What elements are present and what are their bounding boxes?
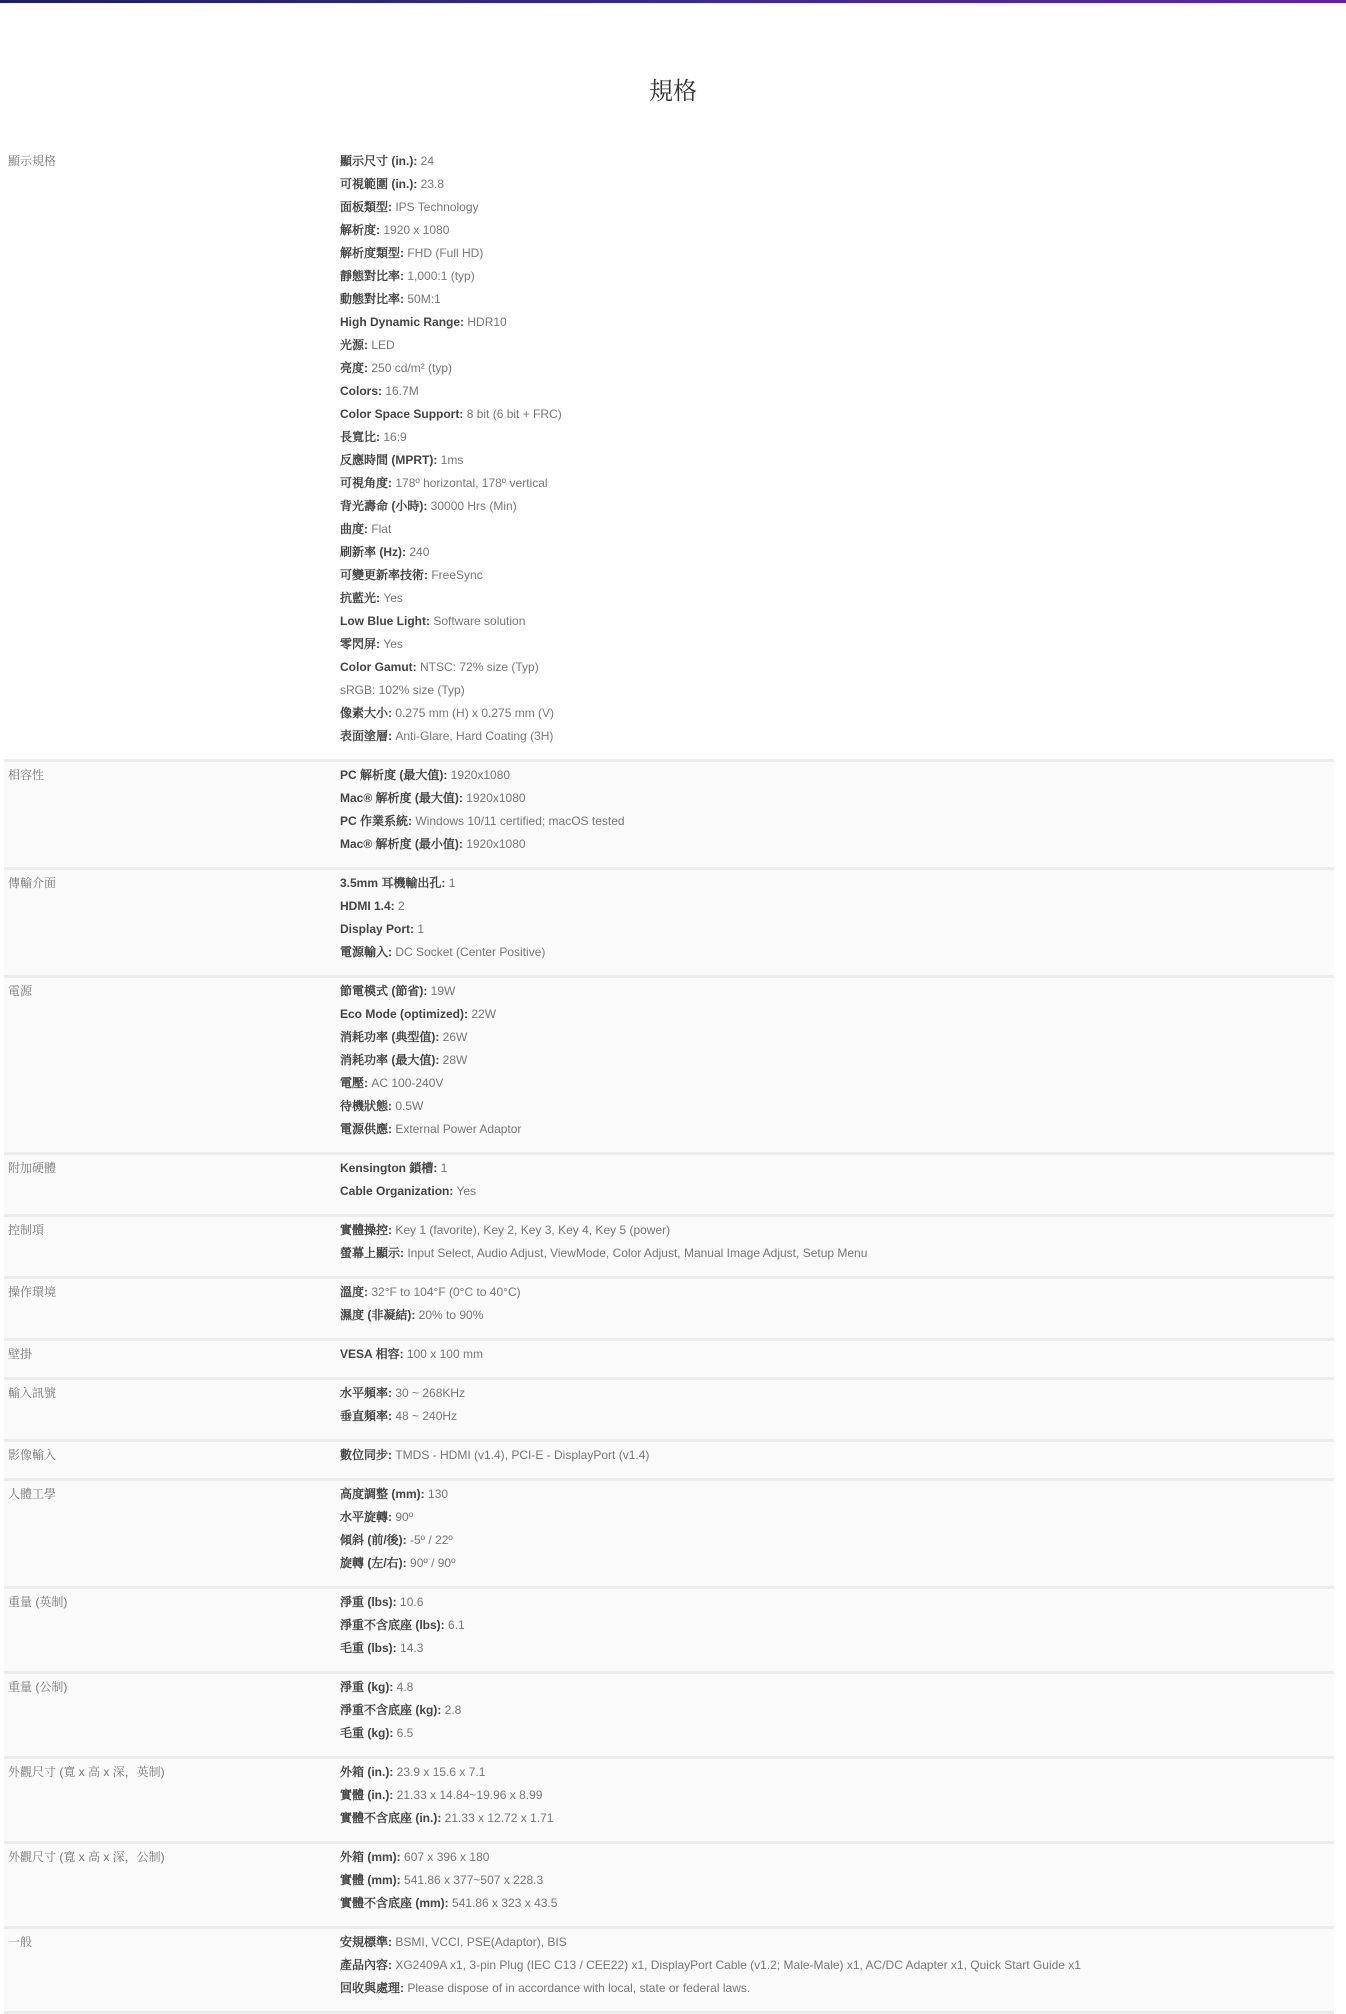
- spec-section: [4, 1674, 1334, 1759]
- spec-key: 抗藍光:: [340, 591, 380, 605]
- spec-item: [340, 872, 1334, 895]
- page-title: 規格: [649, 78, 697, 105]
- spec-item: [340, 426, 1334, 449]
- spec-section-label: 控制項: [8, 1223, 45, 1237]
- spec-item: [340, 1483, 1334, 1506]
- spec-item: [340, 1722, 1334, 1745]
- spec-section: [4, 1759, 1334, 1844]
- spec-key: PC 作業系統:: [340, 814, 413, 828]
- spec-key: 解析度類型:: [340, 246, 404, 260]
- spec-item: [340, 1444, 1334, 1467]
- spec-item: [340, 918, 1334, 941]
- spec-value: 30000 Hrs (Min): [430, 499, 517, 513]
- spec-value: 1920 x 1080: [383, 223, 450, 237]
- spec-key: 濕度 (非凝結):: [340, 1308, 416, 1322]
- spec-value: Yes: [383, 637, 403, 651]
- spec-key: 產品內容:: [340, 1958, 392, 1972]
- spec-value: 28W: [442, 1053, 468, 1067]
- spec-item: [340, 1343, 1334, 1366]
- spec-key: 水平旋轉:: [340, 1510, 392, 1524]
- spec-value: 8 bit (6 bit + FRC): [466, 407, 562, 421]
- spec-key: 實體 (mm):: [340, 1873, 401, 1887]
- spec-section: [4, 978, 1334, 1155]
- spec-item: [340, 1954, 1334, 1977]
- spec-item: [340, 150, 1334, 173]
- spec-section-label: 顯示規格: [8, 154, 57, 168]
- spec-item: [340, 1405, 1334, 1428]
- spec-section-label: 外觀尺寸 (寬 x 高 x 深，公制): [8, 1850, 165, 1864]
- spec-key: Eco Mode (optimized):: [340, 1007, 468, 1021]
- spec-value: Yes: [456, 1184, 477, 1198]
- spec-item: [340, 242, 1334, 265]
- spec-item: [340, 1931, 1334, 1954]
- spec-item: [340, 1219, 1334, 1242]
- spec-value: 23.8: [420, 177, 445, 191]
- spec-key: 數位同步:: [340, 1448, 392, 1462]
- spec-values: [340, 1281, 1334, 1327]
- spec-item: [340, 679, 1334, 702]
- spec-item: [340, 1784, 1334, 1807]
- spec-value: 1920x1080: [466, 791, 526, 805]
- spec-key: 淨重不含底座 (kg):: [340, 1703, 442, 1717]
- spec-section-label: 影像輸入: [8, 1448, 57, 1462]
- spec-values: [340, 1444, 1334, 1467]
- spec-values: [340, 980, 1334, 1141]
- spec-item: [340, 702, 1334, 725]
- spec-value: 100 x 100 mm: [406, 1347, 483, 1361]
- spec-values: [340, 764, 1334, 856]
- spec-value: Input Select, Audio Adjust, ViewMode, Color Adjust, Manual Image Adjust, Setup Menu: [407, 1246, 868, 1260]
- spec-item: [340, 895, 1334, 918]
- spec-section: [4, 762, 1334, 870]
- spec-item: [340, 311, 1334, 334]
- spec-key: 垂直頻率:: [340, 1409, 392, 1423]
- spec-value: sRGB: 102% size (Typ): [340, 683, 465, 697]
- spec-values: [340, 1157, 1334, 1203]
- spec-section: [4, 1380, 1334, 1442]
- spec-item: [340, 173, 1334, 196]
- spec-key: 靜態對比率:: [340, 269, 404, 283]
- spec-item: [340, 1637, 1334, 1660]
- spec-item: [340, 495, 1334, 518]
- spec-value: 6.1: [448, 1618, 465, 1632]
- spec-value: NTSC: 72% size (Typ): [420, 660, 539, 674]
- spec-value: Key 1 (favorite), Key 2, Key 3, Key 4, Key 5 (power): [395, 1223, 671, 1237]
- spec-section: [4, 1341, 1334, 1380]
- spec-key: 亮度:: [340, 361, 368, 375]
- spec-value: Flat: [371, 522, 392, 536]
- spec-values: [340, 1676, 1334, 1745]
- spec-key: 電源輸入:: [340, 945, 392, 959]
- spec-key: 可變更新率技術:: [340, 568, 428, 582]
- spec-key: 毛重 (kg):: [340, 1726, 394, 1740]
- spec-key: 外箱 (mm):: [340, 1850, 401, 1864]
- spec-value: 10.6: [400, 1595, 424, 1609]
- spec-item: [340, 380, 1334, 403]
- top-accent-bar: [0, 0, 1346, 3]
- spec-item: [340, 1552, 1334, 1575]
- spec-section: [4, 1844, 1334, 1929]
- spec-item: [340, 1049, 1334, 1072]
- spec-item: [340, 472, 1334, 495]
- spec-item: [340, 288, 1334, 311]
- spec-key: High Dynamic Range:: [340, 315, 465, 329]
- spec-item: [340, 449, 1334, 472]
- spec-item: [340, 1281, 1334, 1304]
- spec-value: External Power Adaptor: [395, 1122, 522, 1136]
- spec-value: 23.9 x 15.6 x 7.1: [396, 1765, 486, 1779]
- spec-key: 像素大小:: [340, 706, 392, 720]
- spec-key: Mac® 解析度 (最小值):: [340, 837, 463, 851]
- spec-value: 1: [417, 922, 425, 936]
- spec-key: Display Port:: [340, 922, 415, 936]
- spec-value: 21.33 x 12.72 x 1.71: [444, 1811, 554, 1825]
- spec-values: [340, 150, 1334, 748]
- spec-key: 溫度:: [340, 1285, 368, 1299]
- spec-value: 90º / 90º: [410, 1556, 456, 1570]
- spec-key: 旋轉 (左/右):: [340, 1556, 407, 1570]
- spec-item: [340, 1072, 1334, 1095]
- spec-item: [340, 1242, 1334, 1265]
- spec-item: [340, 196, 1334, 219]
- spec-value: DC Socket (Center Positive): [395, 945, 546, 959]
- spec-key: 實體 (in.):: [340, 1788, 394, 1802]
- spec-section: [4, 148, 1334, 762]
- spec-value: 0.275 mm (H) x 0.275 mm (V): [395, 706, 555, 720]
- spec-key: Color Space Support:: [340, 407, 464, 421]
- spec-item: [340, 1095, 1334, 1118]
- spec-key: Kensington 鎖槽:: [340, 1161, 438, 1175]
- spec-key: 可視角度:: [340, 476, 392, 490]
- spec-value: AC 100-240V: [371, 1076, 444, 1090]
- spec-key: 淨重不含底座 (lbs):: [340, 1618, 445, 1632]
- spec-value: 20% to 90%: [418, 1308, 484, 1322]
- spec-section: [4, 1279, 1334, 1341]
- spec-value: 1: [448, 876, 456, 890]
- spec-value: 541.86 x 377~507 x 228.3: [404, 1873, 544, 1887]
- spec-value: 1: [440, 1161, 448, 1175]
- spec-value: 14.3: [400, 1641, 424, 1655]
- spec-section: [4, 1929, 1334, 2014]
- spec-key: 節電模式 (節省):: [340, 984, 428, 998]
- spec-section: [4, 1442, 1334, 1481]
- spec-values: [340, 1846, 1334, 1915]
- spec-values: [340, 1591, 1334, 1660]
- spec-key: 實體不含底座 (in.):: [340, 1811, 442, 1825]
- spec-item: [340, 1026, 1334, 1049]
- spec-key: 光源:: [340, 338, 368, 352]
- spec-section: [4, 1217, 1334, 1279]
- spec-value: 32°F to 104°F (0°C to 40°C): [371, 1285, 521, 1299]
- spec-value: 1,000:1 (typ): [407, 269, 475, 283]
- spec-value: 90º: [395, 1510, 414, 1524]
- spec-item: [340, 833, 1334, 856]
- spec-key: 電壓:: [340, 1076, 368, 1090]
- spec-key: 刷新率 (Hz):: [340, 545, 406, 559]
- spec-item: [340, 518, 1334, 541]
- spec-values: [340, 1761, 1334, 1830]
- spec-section-label: 操作環境: [8, 1285, 57, 1299]
- spec-key: 顯示尺寸 (in.):: [340, 154, 418, 168]
- spec-value: 541.86 x 323 x 43.5: [452, 1896, 558, 1910]
- spec-key: 背光壽命 (小時):: [340, 499, 428, 513]
- spec-value: XG2409A x1, 3-pin Plug (IEC C13 / CEE22) x1, DisplayPort Cable (v1.2; Male-Male) x1, AC/DC Adapter x1, Quick Start Guide x1: [395, 1958, 1081, 1972]
- spec-section-label: 附加硬體: [8, 1161, 57, 1175]
- spec-value: FreeSync: [431, 568, 483, 582]
- spec-value: 24: [420, 154, 435, 168]
- spec-value: 2.8: [444, 1703, 462, 1717]
- spec-item: [340, 1180, 1334, 1203]
- spec-key: 曲度:: [340, 522, 368, 536]
- spec-section: [4, 1481, 1334, 1589]
- spec-value: Software solution: [433, 614, 526, 628]
- spec-value: FHD (Full HD): [407, 246, 484, 260]
- spec-value: 48 ~ 240Hz: [395, 1409, 458, 1423]
- spec-key: VESA 相容:: [340, 1347, 404, 1361]
- spec-item: [340, 1304, 1334, 1327]
- spec-value: 240: [409, 545, 430, 559]
- spec-item: [340, 1614, 1334, 1637]
- spec-item: [340, 787, 1334, 810]
- spec-key: PC 解析度 (最大值):: [340, 768, 448, 782]
- spec-key: 淨重 (lbs):: [340, 1595, 397, 1609]
- spec-section-label: 傳輸介面: [8, 876, 57, 890]
- spec-key: Cable Organization:: [340, 1184, 454, 1198]
- spec-item: [340, 1506, 1334, 1529]
- spec-value: 22W: [471, 1007, 497, 1021]
- spec-item: [340, 219, 1334, 242]
- spec-item: [340, 1591, 1334, 1614]
- spec-key: 實體不含底座 (mm):: [340, 1896, 449, 1910]
- spec-key: 長寬比:: [340, 430, 380, 444]
- spec-value: 0.5W: [395, 1099, 424, 1113]
- spec-item: [340, 587, 1334, 610]
- spec-item: [340, 1529, 1334, 1552]
- spec-item: [340, 1869, 1334, 1892]
- spec-key: 水平頻率:: [340, 1386, 392, 1400]
- spec-key: 淨重 (kg):: [340, 1680, 394, 1694]
- spec-value: 16:9: [383, 430, 407, 444]
- spec-item: [340, 564, 1334, 587]
- spec-section: [4, 870, 1334, 978]
- spec-value: 4.8: [396, 1680, 414, 1694]
- spec-section: [4, 1155, 1334, 1217]
- spec-item: [340, 357, 1334, 380]
- spec-value: 16.7M: [385, 384, 419, 398]
- spec-values: [340, 1931, 1334, 2000]
- spec-section-label: 壁掛: [8, 1347, 33, 1361]
- spec-section-label: 輸入訊號: [8, 1386, 57, 1400]
- spec-value: IPS Technology: [395, 200, 479, 214]
- spec-item: [340, 265, 1334, 288]
- spec-key: 回收與處理:: [340, 1981, 404, 1995]
- spec-table: [4, 148, 1334, 2014]
- spec-value: 178º horizontal, 178º vertical: [395, 476, 548, 490]
- spec-item: [340, 1003, 1334, 1026]
- spec-key: 面板類型:: [340, 200, 392, 214]
- spec-value: 130: [428, 1487, 449, 1501]
- spec-value: Please dispose of in accordance with local, state or federal laws.: [407, 1981, 751, 1995]
- spec-item: [340, 1676, 1334, 1699]
- spec-section-label: 一般: [8, 1935, 33, 1949]
- spec-value: 1920x1080: [466, 837, 526, 851]
- spec-value: 6.5: [396, 1726, 414, 1740]
- spec-section-label: 外觀尺寸 (寬 x 高 x 深，英制): [8, 1765, 165, 1779]
- spec-key: Low Blue Light:: [340, 614, 430, 628]
- spec-key: 3.5mm 耳機輸出孔:: [340, 876, 446, 890]
- spec-value: HDR10: [467, 315, 507, 329]
- spec-item: [340, 1118, 1334, 1141]
- spec-item: [340, 1699, 1334, 1722]
- spec-value: 2: [398, 899, 405, 913]
- spec-key: 傾斜 (前/後):: [340, 1533, 407, 1547]
- spec-item: [340, 334, 1334, 357]
- spec-item: [340, 1892, 1334, 1915]
- spec-key: 毛重 (lbs):: [340, 1641, 397, 1655]
- spec-item: [340, 980, 1334, 1003]
- spec-values: [340, 872, 1334, 964]
- spec-section-label: 人體工學: [8, 1487, 57, 1501]
- spec-item: [340, 541, 1334, 564]
- spec-item: [340, 1157, 1334, 1180]
- spec-item: [340, 610, 1334, 633]
- spec-key: 消耗功率 (最大值):: [340, 1053, 440, 1067]
- spec-value: 19W: [430, 984, 456, 998]
- spec-item: [340, 810, 1334, 833]
- spec-key: 待機狀態:: [340, 1099, 392, 1113]
- spec-value: Windows 10/11 certified; macOS tested: [415, 814, 625, 828]
- spec-item: [340, 633, 1334, 656]
- spec-value: LED: [371, 338, 395, 352]
- spec-value: TMDS - HDMI (v1.4), PCI-E - DisplayPort (v1.4): [395, 1448, 650, 1462]
- spec-key: 高度調整 (mm):: [340, 1487, 425, 1501]
- spec-value: BSMI, VCCI, PSE(Adaptor), BIS: [395, 1935, 567, 1949]
- spec-item: [340, 1382, 1334, 1405]
- spec-item: [340, 1977, 1334, 2000]
- spec-values: [340, 1219, 1334, 1265]
- spec-value: 1920x1080: [450, 768, 511, 782]
- spec-section-label: 重量 (英制): [8, 1595, 68, 1609]
- spec-key: 動態對比率:: [340, 292, 404, 306]
- spec-key: 實體操控:: [340, 1223, 392, 1237]
- spec-value: Anti-Glare, Hard Coating (3H): [395, 729, 554, 743]
- spec-value: 26W: [442, 1030, 468, 1044]
- spec-key: 零閃屏:: [340, 637, 380, 651]
- spec-key: 反應時間 (MPRT):: [340, 453, 438, 467]
- spec-key: 安規標準:: [340, 1935, 392, 1949]
- spec-item: [340, 725, 1334, 748]
- spec-key: Mac® 解析度 (最大值):: [340, 791, 463, 805]
- spec-key: Color Gamut:: [340, 660, 417, 674]
- spec-value: 30 ~ 268KHz: [395, 1386, 466, 1400]
- spec-values: [340, 1343, 1334, 1366]
- spec-item: [340, 1807, 1334, 1830]
- spec-key: 解析度:: [340, 223, 380, 237]
- spec-value: 21.33 x 14.84~19.96 x 8.99: [396, 1788, 543, 1802]
- spec-key: 消耗功率 (典型值):: [340, 1030, 440, 1044]
- spec-section-label: 相容性: [8, 768, 45, 782]
- spec-value: 250 cd/m² (typ): [371, 361, 453, 375]
- spec-value: Yes: [383, 591, 403, 605]
- spec-section-label: 重量 (公制): [8, 1680, 68, 1694]
- spec-key: HDMI 1.4:: [340, 899, 395, 913]
- spec-item: [340, 941, 1334, 964]
- spec-item: [340, 656, 1334, 679]
- spec-key: 電源供應:: [340, 1122, 392, 1136]
- spec-key: 可視範圍 (in.):: [340, 177, 418, 191]
- spec-item: [340, 1761, 1334, 1784]
- spec-section: [4, 1589, 1334, 1674]
- spec-values: [340, 1382, 1334, 1428]
- spec-item: [340, 764, 1334, 787]
- spec-section-label: 電源: [8, 984, 33, 998]
- spec-value: -5º / 22º: [410, 1533, 453, 1547]
- spec-item: [340, 1846, 1334, 1869]
- spec-key: 螢幕上顯示:: [340, 1246, 404, 1260]
- spec-value: 607 x 396 x 180: [404, 1850, 490, 1864]
- spec-value: 50M:1: [407, 292, 441, 306]
- spec-key: Colors:: [340, 384, 382, 398]
- spec-value: 1ms: [440, 453, 464, 467]
- spec-key: 外箱 (in.):: [340, 1765, 394, 1779]
- spec-key: 表面塗層:: [340, 729, 392, 743]
- spec-item: [340, 403, 1334, 426]
- spec-values: [340, 1483, 1334, 1575]
